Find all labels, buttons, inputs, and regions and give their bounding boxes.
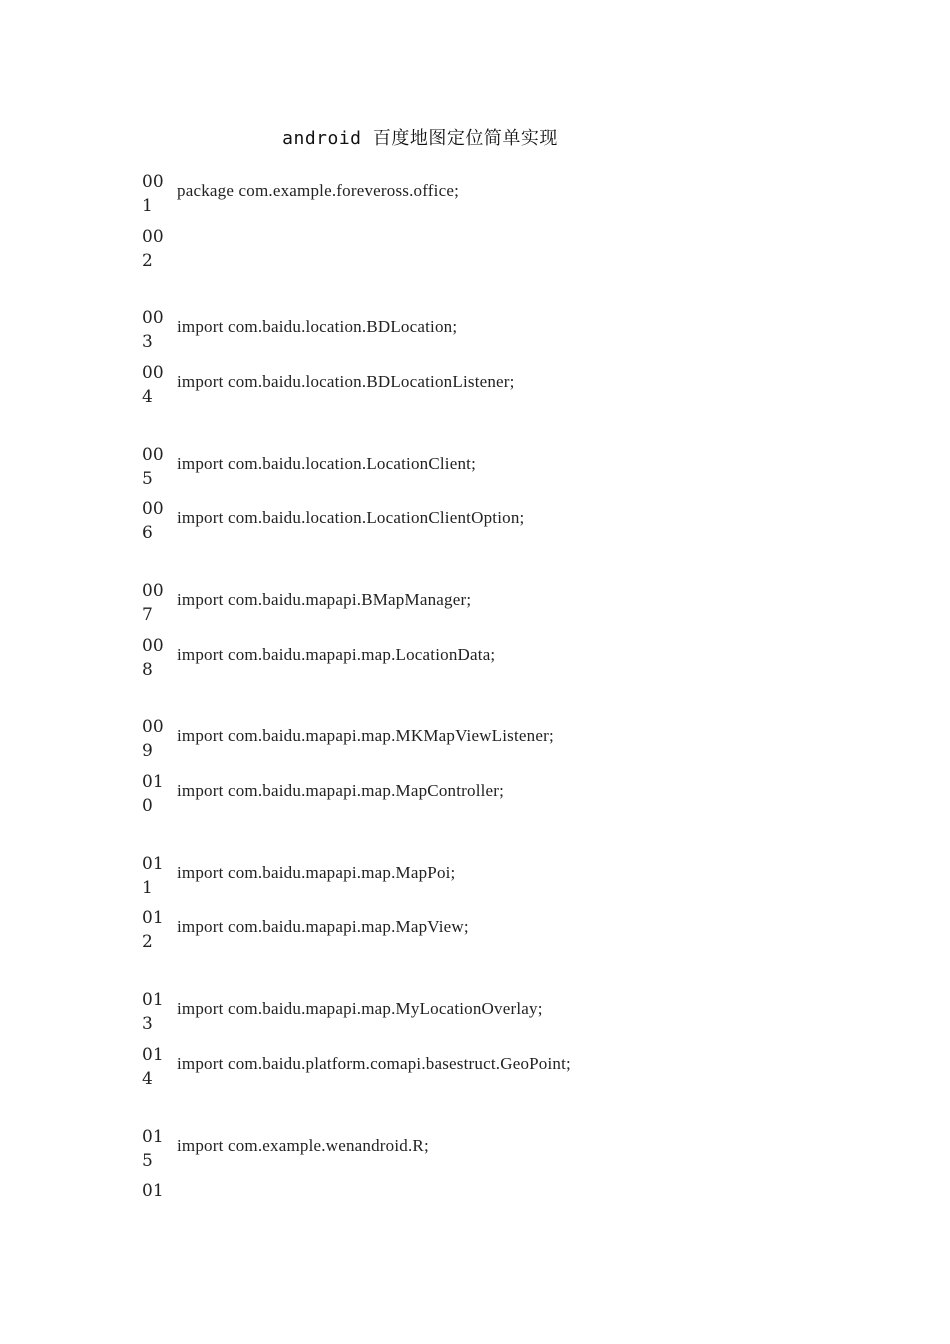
line-code: import com.baidu.mapapi.BMapManager; <box>177 590 472 609</box>
line-number: 015 <box>142 1127 164 1171</box>
line-code: import com.baidu.location.LocationClient; <box>177 454 477 473</box>
code-line <box>142 906 842 958</box>
line-number: 011 <box>142 854 164 898</box>
line-code: import com.baidu.mapapi.map.MapView; <box>177 917 469 936</box>
code-line <box>142 1179 842 1231</box>
line-code: import com.baidu.location.BDLocationListener; <box>177 372 515 391</box>
line-number: 007 <box>142 581 164 625</box>
code-line <box>142 770 842 822</box>
code-line <box>142 170 842 222</box>
line-number: 010 <box>142 772 164 816</box>
code-line <box>142 634 842 686</box>
code-line <box>142 443 842 495</box>
line-code: import com.baidu.mapapi.map.MapPoi; <box>177 863 456 882</box>
line-number: 003 <box>142 308 164 352</box>
line-number: 009 <box>142 717 164 761</box>
line-code: import com.baidu.location.BDLocation; <box>177 317 458 336</box>
line-number: 014 <box>142 1045 164 1089</box>
line-code: import com.example.wenandroid.R; <box>177 1136 429 1155</box>
line-number: 002 <box>142 227 164 271</box>
line-code: import com.baidu.platform.comapi.basestruct.GeoPoint; <box>177 1054 571 1073</box>
code-line <box>142 852 842 904</box>
code-line <box>142 497 842 549</box>
code-line <box>142 1043 842 1095</box>
code-line <box>142 306 842 358</box>
line-number: 001 <box>142 172 164 216</box>
line-number: 005 <box>142 445 164 489</box>
line-code: import com.baidu.mapapi.map.MKMapViewListener; <box>177 726 554 745</box>
code-line <box>142 225 842 277</box>
line-code: import com.baidu.mapapi.map.LocationData; <box>177 645 496 664</box>
line-code: package com.example.foreveross.office; <box>177 181 459 200</box>
document-title: android 百度地图定位简单实现 <box>282 128 558 149</box>
code-line <box>142 715 842 767</box>
line-code: import com.baidu.mapapi.map.MyLocationOverlay; <box>177 999 543 1018</box>
line-number: 008 <box>142 636 164 680</box>
line-code: import com.baidu.mapapi.map.MapController; <box>177 781 505 800</box>
line-number: 012 <box>142 908 164 952</box>
line-code: import com.baidu.location.LocationClientOption; <box>177 508 525 527</box>
line-number: 013 <box>142 990 164 1034</box>
code-line <box>142 579 842 631</box>
code-line <box>142 361 842 413</box>
line-number: 01 <box>142 1181 164 1201</box>
line-number: 004 <box>142 363 164 407</box>
line-number: 006 <box>142 499 164 543</box>
code-line <box>142 1125 842 1177</box>
code-line <box>142 988 842 1040</box>
